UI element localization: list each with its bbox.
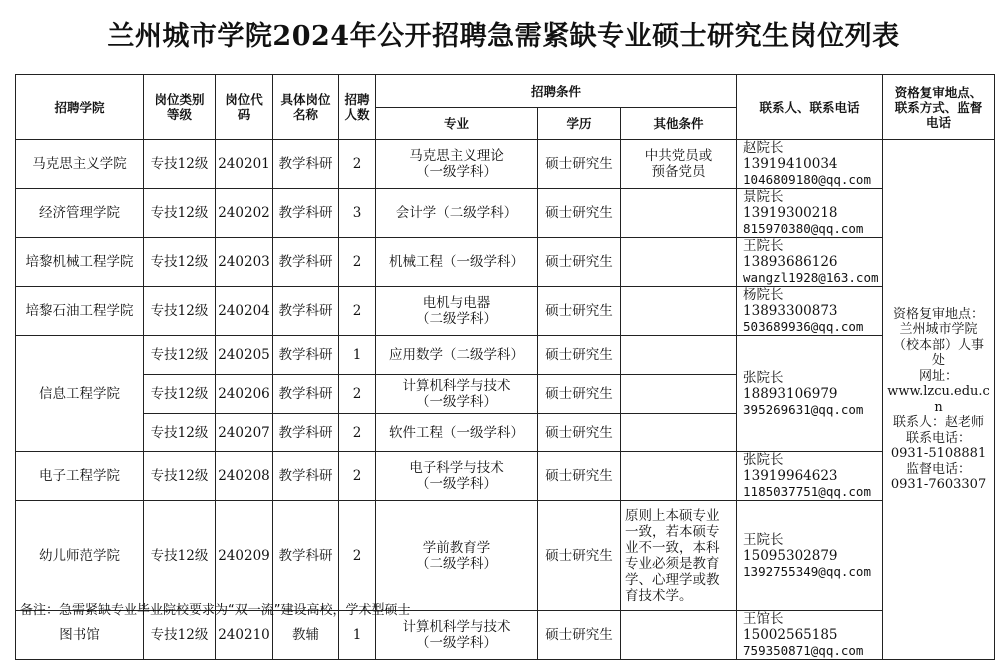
table-row [16,336,995,375]
post-cell: 教学科研 [273,336,339,375]
major-cell: 电子科学与技术 （一级学科） [376,452,538,501]
degree-cell: 硕士研究生 [538,238,621,287]
header-contact: 联系人、联系电话 [737,75,883,140]
contact-cell [737,189,883,238]
header-count: 招聘 人数 [339,75,376,140]
footnote: 备注：急需紧缺专业毕业院校要求为“双一流”建设高校，学术型硕士 [20,603,411,618]
other-cell [621,287,737,336]
post-cell: 教学科研 [273,238,339,287]
positions-table [15,74,995,660]
college-cell: 图书馆 [16,611,144,660]
contact-cell [737,452,883,501]
code-cell: 240202 [216,189,273,238]
major-cell: 计算机科学与技术 （一级学科） [376,611,538,660]
contact-cell [737,238,883,287]
category-cell: 专技12级 [144,336,216,375]
contact-name: 赵院长 13919410034 [743,140,838,172]
post-cell: 教学科研 [273,414,339,452]
table-row [16,189,995,238]
other-cell: 原则上本硕专业 一致，若本硕专 业不一致，本科 专业必须是教育 学、心理学或教 育技术学。 [621,501,737,611]
college-cell: 培黎石油工程学院 [16,287,144,336]
category-cell: 专技12级 [144,611,216,660]
other-cell [621,189,737,238]
contact-name: 王院长 15095302879 [743,531,838,564]
count-cell: 2 [339,140,376,189]
other-cell [621,375,737,414]
table-row [16,501,995,611]
college-cell: 马克思主义学院 [16,140,144,189]
count-cell: 2 [339,238,376,287]
contact-name: 张院长 13919964623 [743,452,838,484]
college-cell: 幼儿师范学院 [16,501,144,611]
contact-email: 815970380@qq.com [743,221,864,236]
header-category: 岗位类别 等级 [144,75,216,140]
degree-cell: 硕士研究生 [538,452,621,501]
degree-cell: 硕士研究生 [538,287,621,336]
count-cell: 2 [339,501,376,611]
contact-name: 景院长 13919300218 [743,189,838,221]
post-cell: 教辅 [273,611,339,660]
contact-name: 王馆长 15002565185 [743,611,838,643]
category-cell: 专技12级 [144,501,216,611]
contact-email: 503689936@qq.com [743,319,864,334]
table-row [16,140,995,189]
contact-cell [737,611,883,660]
contact-name: 王院长 13893686126 [743,238,838,270]
table-row [16,452,995,501]
contact-email: wangzl1928@163.com [743,270,879,285]
major-cell: 软件工程（一级学科） [376,414,538,452]
other-cell [621,336,737,375]
contact-email: 1185037751@qq.com [743,484,871,499]
code-cell: 240210 [216,611,273,660]
category-cell: 专技12级 [144,189,216,238]
header-post: 具体岗位 名称 [273,75,339,140]
major-cell: 应用数学（二级学科） [376,336,538,375]
category-cell: 专技12级 [144,238,216,287]
contact-name: 张院长 18893106979 [743,369,838,402]
category-cell: 专技12级 [144,414,216,452]
major-cell: 电机与电器 （二级学科） [376,287,538,336]
other-cell [621,238,737,287]
count-cell: 3 [339,189,376,238]
table-row [16,238,995,287]
page-title: 兰州城市学院2024年公开招聘急需紧缺专业硕士研究生岗位列表 [107,21,900,52]
other-cell [621,414,737,452]
code-cell: 240208 [216,452,273,501]
code-cell: 240206 [216,375,273,414]
college-cell: 经济管理学院 [16,189,144,238]
contact-email: 759350871@qq.com [743,643,864,658]
degree-cell: 硕士研究生 [538,336,621,375]
count-cell: 2 [339,375,376,414]
post-cell: 教学科研 [273,189,339,238]
header-other: 其他条件 [621,108,737,140]
category-cell: 专技12级 [144,452,216,501]
category-cell: 专技12级 [144,375,216,414]
count-cell: 2 [339,287,376,336]
major-cell: 马克思主义理论 （一级学科） [376,140,538,189]
degree-cell: 硕士研究生 [538,140,621,189]
count-cell: 2 [339,414,376,452]
header-code: 岗位代 码 [216,75,273,140]
count-cell: 1 [339,336,376,375]
degree-cell: 硕士研究生 [538,414,621,452]
college-cell: 培黎机械工程学院 [16,238,144,287]
header-college: 招聘学院 [16,75,144,140]
count-cell: 1 [339,611,376,660]
code-cell: 240201 [216,140,273,189]
post-cell: 教学科研 [273,501,339,611]
degree-cell: 硕士研究生 [538,611,621,660]
contact-name: 杨院长 13893300873 [743,287,838,319]
header-major: 专业 [376,108,538,140]
contact-email: 395269631@qq.com [743,401,864,417]
major-cell: 机械工程（一级学科） [376,238,538,287]
table-row [16,287,995,336]
degree-cell: 硕士研究生 [538,375,621,414]
header-conditions: 招聘条件 [376,75,737,108]
contact-cell [737,140,883,189]
other-cell [621,611,737,660]
other-cell [621,452,737,501]
contact-cell [737,287,883,336]
category-cell: 专技12级 [144,287,216,336]
major-cell: 学前教育学 （二级学科） [376,501,538,611]
code-cell: 240209 [216,501,273,611]
code-cell: 240204 [216,287,273,336]
contact-email: 1392755349@qq.com [743,563,871,579]
header-degree: 学历 [538,108,621,140]
header-review: 资格复审地点、 联系方式、监督 电话 [883,75,995,140]
contact-cell [737,336,883,452]
code-cell: 240205 [216,336,273,375]
contact-email: 1046809180@qq.com [743,172,871,187]
count-cell: 2 [339,452,376,501]
other-cell: 中共党员或 预备党员 [621,140,737,189]
college-cell: 电子工程学院 [16,452,144,501]
degree-cell: 硕士研究生 [538,189,621,238]
review-info-cell: 资格复审地点： 兰州城市学院 （校本部）人事 处 网址： www.lzcu.edu.c n 联系人：赵老师 联系电话： 0931-5108881 监督电话： 0931-7603307 [883,140,995,660]
major-cell: 计算机科学与技术 （一级学科） [376,375,538,414]
college-cell: 信息工程学院 [16,336,144,452]
code-cell: 240203 [216,238,273,287]
post-cell: 教学科研 [273,375,339,414]
code-cell: 240207 [216,414,273,452]
post-cell: 教学科研 [273,140,339,189]
degree-cell: 硕士研究生 [538,501,621,611]
major-cell: 会计学（二级学科） [376,189,538,238]
post-cell: 教学科研 [273,452,339,501]
contact-cell [737,501,883,611]
category-cell: 专技12级 [144,140,216,189]
post-cell: 教学科研 [273,287,339,336]
